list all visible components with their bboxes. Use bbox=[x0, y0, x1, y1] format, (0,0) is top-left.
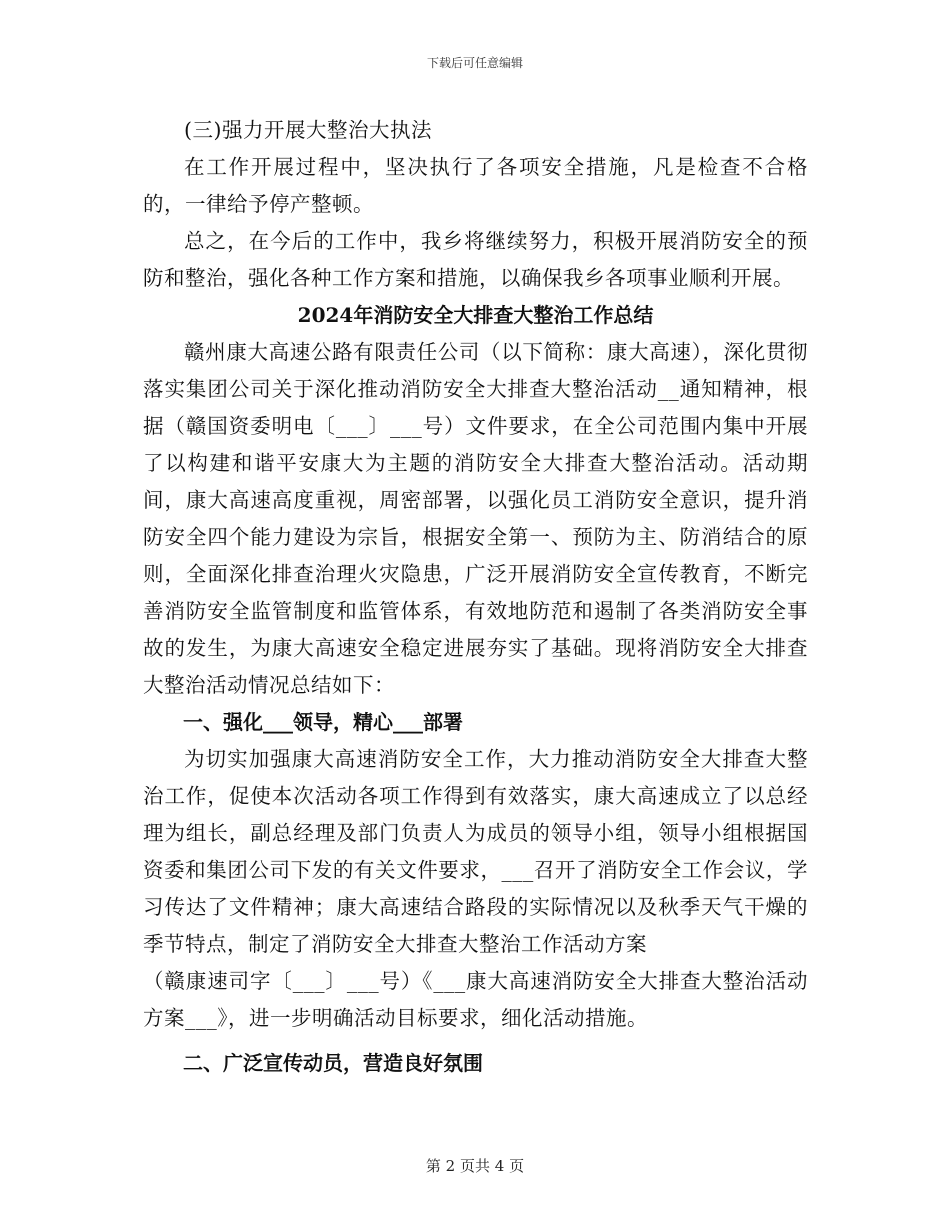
document-title: 2024年消防安全大排查大整治工作总结 bbox=[297, 303, 654, 327]
page-header: 下载后可任意编辑 bbox=[426, 56, 523, 70]
document-body bbox=[143, 112, 808, 1082]
page-footer: 第 2 页共 4 页 bbox=[425, 1157, 525, 1175]
paragraph-section1-b: （赣康速司字〔___〕___号）《___康大高速消防安全大排查大整治活动方案___》，进一步明确活动目标要求，细化活动措施。 bbox=[143, 969, 808, 1030]
section-heading-1: 一、强化___领导，精心___部署 bbox=[183, 710, 463, 734]
paragraph-intro: 赣州康大高速公路有限责任公司（以下简称：康大高速），深化贯彻落实集团公司关于深化推动消防安全大排查大整治活动__通知精神，根据（赣国资委明电〔___〕___号）文件要求，在全公司范围内集中开展了以构建和谐平安康大为主题的消防安全大排查大整治活动。活动期间，康大高速高度重视，周密部署，以强化员工消防安全意识，提升消防安全四个能力建设为宗旨，根据安全第一、预防为主、防消结合的原则，全面深化排查治理火灾隐患，广泛开展消防安全宣传教育，不断完善消防安全监管制度和监管体系，有效地防范和遏制了各类消防安全事故的发生，为康大高速安全稳定进展夯实了基础。现将消防安全大排查大整治活动情况总结如下： bbox=[143, 340, 808, 697]
section-heading-2: 二、广泛宣传动员，营造良好氛围 bbox=[183, 1051, 483, 1075]
paragraph-enforcement: 在工作开展过程中，坚决执行了各项安全措施，凡是检查不合格的，一律给予停产整顿。 bbox=[143, 155, 808, 216]
subsection-heading-3: (三)强力开展大整治大执法 bbox=[184, 118, 432, 142]
paragraph-section1-a: 为切实加强康大高速消防安全工作，大力推动消防安全大排查大整治工作，促使本次活动各项工作得到有效落实，康大高速成立了以总经理为组长，副总经理及部门负责人为成员的领导小组，领导小组根据国资委和集团公司下发的有关文件要求，___召开了消防安全工作会议，学习传达了文件精神；康大高速结合路段的实际情况以及秋季天气干燥的季节特点，制定了消防安全大排查大整治工作活动方案 bbox=[143, 747, 808, 956]
paragraph-conclusion: 总之，在今后的工作中，我乡将继续努力，积极开展消防安全的预防和整治，强化各种工作方案和措施，以确保我乡各项事业顺利开展。 bbox=[143, 229, 808, 290]
